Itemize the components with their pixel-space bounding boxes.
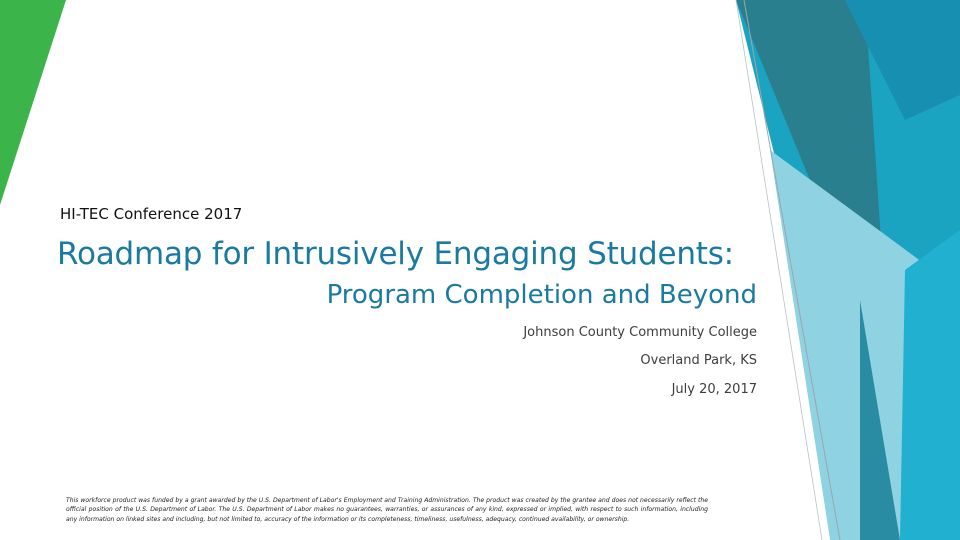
institution-name: Johnson County Community College <box>523 325 757 340</box>
slide-subtitle: Program Completion and Beyond <box>326 280 757 310</box>
date-text: July 20, 2017 <box>671 382 757 397</box>
teal-panel-mid <box>900 230 960 540</box>
green-accent-shape <box>0 0 66 205</box>
conference-label: HI-TEC Conference 2017 <box>60 205 243 223</box>
slide-title: Roadmap for Intrusively Engaging Students: <box>57 236 734 272</box>
location-text: Overland Park, KS <box>640 353 757 368</box>
disclaimer-text: This workforce product was funded by a grant awarded by the U.S. Department of Labor's Employment and Training Administration. The product was created by the grantee and does not necessarily reflect the official position of the U.S. Department of Labor. The U.S. Department of Labor makes no guarantees, warranties, or assurances of any kind, expressed or implied, with respect to such information, including any information on linked sites and including, but not limited to, accuracy of the information or its completeness, timeliness, usefulness, adequacy, continued availability, or ownership. <box>66 497 708 523</box>
